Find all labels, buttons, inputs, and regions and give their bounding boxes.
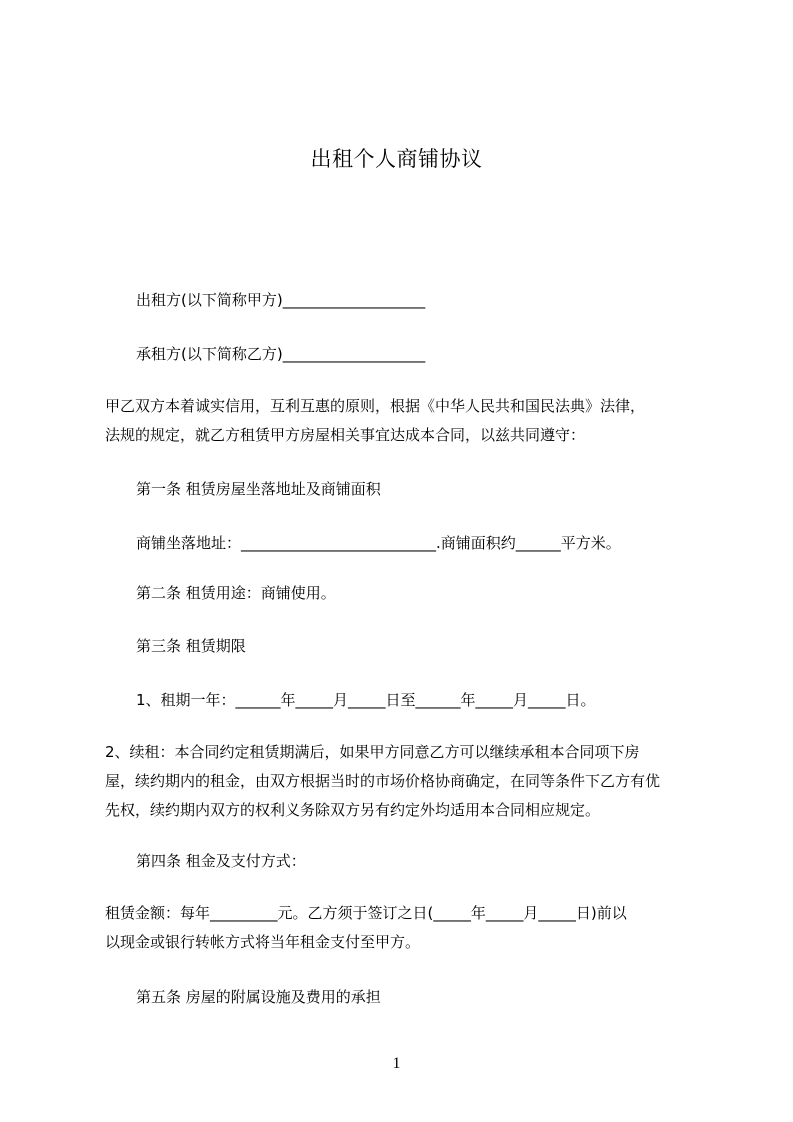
article4-line-2: 以现金或银行转帐方式将当年租金支付至甲方。 — [105, 933, 421, 951]
article3-item2-paragraph — [105, 738, 695, 825]
preamble-paragraph — [105, 392, 695, 450]
document-title: 出租个人商铺协议 — [310, 147, 483, 171]
preamble-line-2: 法规的规定，就乙方租赁甲方房屋相关事宜达成本合同，以兹共同遵守： — [105, 426, 586, 444]
article1-heading: 第一条 租赁房屋坐落地址及商铺面积 — [136, 480, 381, 498]
page-number: 1 — [392, 1055, 401, 1072]
article3-heading: 第三条 租赁期限 — [136, 637, 246, 655]
article2-text: 第二条 租赁用途：商铺使用。 — [136, 584, 336, 602]
article3-item2-line-1: 2、续租：本合同约定租赁期满后，如果甲方同意乙方可以继续承租本合同项下房 — [105, 743, 640, 761]
preamble-line-1: 甲乙双方本着诚实信用，互利互惠的原则，根据《中华人民共和国民法典》法律， — [105, 397, 646, 415]
article3-item1: 1、租期一年：______年_____月_____日至______年_____月_____日。 — [136, 691, 596, 709]
article5-heading: 第五条 房屋的附属设施及费用的承担 — [136, 988, 381, 1006]
article4-paragraph — [105, 899, 695, 957]
article4-heading: 第四条 租金及支付方式： — [136, 852, 306, 870]
lessee-line: 承租方(以下简称乙方)___________________ — [136, 345, 426, 363]
article1-body: 商铺坐落地址：__________________________.商铺面积约______平方米。 — [136, 534, 621, 552]
lessor-line: 出租方(以下简称甲方)___________________ — [136, 291, 426, 309]
article3-item2-line-2: 屋，续约期内的租金，由双方根据当时的市场价格协商确定，在同等条件下乙方有优 — [105, 772, 661, 790]
article4-line-1: 租赁金额：每年_________元。乙方须于签订之日(_____年_____月_____日)前以 — [105, 904, 627, 922]
article3-item2-line-3: 先权，续约期内双方的权利义务除双方另有约定外均适用本合同相应规定。 — [105, 801, 601, 819]
